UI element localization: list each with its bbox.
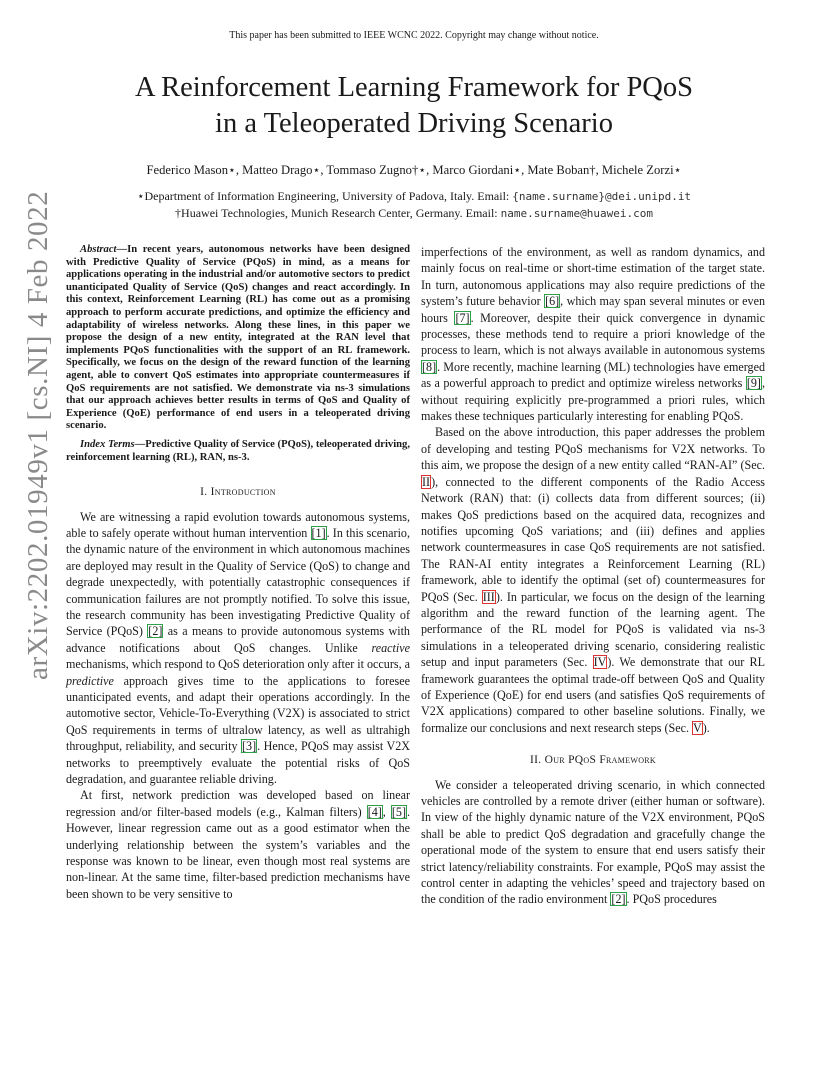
section-heading-framework: II. Our PQoS Framework	[529, 754, 656, 767]
text-run: imperfections of the environment, as well as random dynamics, and mainly focus on real-time or short-time estimation of the target state. In turn, autonomous applications may also require predictions of the system’s future behavior	[421, 245, 765, 309]
section-ref-link[interactable]: II	[422, 474, 431, 489]
text-run: Based on the above introduction, this paper addresses the problem of developing and testing PQoS mechanisms for V2X networks. To this aim, we propose the design of a new entity called “RAN-AI” (Sec.	[421, 425, 765, 473]
left-column	[66, 244, 410, 902]
framework-paragraph-1	[421, 777, 765, 908]
intro-paragraph-3	[421, 424, 765, 736]
text-run: . However, linear regression came out as a good estimator when the underlying relationship between the system’s variables and the response was known to be linear, even though most real systems are non-linear. At the same time, filter-based prediction mechanisms have been shown to be very sensitive to	[66, 804, 411, 901]
text-run: We consider a teleoperated driving scenario, in which connected vehicles are controlled by a remote driver (either human or software). In view of the highly dynamic nature of the V2X environment, PQoS shall be able to predict QoS degradation and gracefully change the operational mode of the system to ensure that end users satisfy their strict latency/reliability constraints. For example, PQoS may assist the control center in adapting the vehicles’ speed and trajectory based on the condition of the radio environment	[421, 777, 765, 907]
citation-link[interactable]: [8]	[422, 359, 437, 374]
abstract-text: —In recent years, autonomous networks have been designed with Predictive Quality of Service (PQoS) in mind, as a means for applications operating in the industrial and/or automotive sectors to predict unanticipated Quality of Service (QoS) changes and react accordingly. In this context, Reinforcement Learning (RL) has come out as a promising approach to perform accurate predictions, and optimize the efficiency and adaptability of wireless networks. Along these lines, in this paper we propose the design of a new entity, integrated at the RAN level that implements PQoS functionalities with the support of an RL framework. Specifically, we focus on the design of the reward function of the learning agent, able to convert QoS estimates into appropriate countermeasures if QoS requirements are not satisfied. We demonstrate via ns-3 simulations that our approach achieves better results in terms of QoS and Quality of Experience (QoE) performance of end users in a teleoperated driving scenario.	[66, 244, 410, 432]
arxiv-identifier-stamp: arXiv:2202.01949v1 [cs.NI] 4 Feb 2022	[22, 190, 54, 680]
citation-link[interactable]: [5]	[391, 804, 406, 819]
index-terms-label: Index Terms	[80, 438, 135, 450]
right-column	[421, 244, 765, 908]
text-run: ), connected to the different components of the Radio Access Network (RAN) that: (i) collects data from different sources; (ii) makes QoS predictions based on the acquired data, recognizes and notifies upcoming QoS variations; and (iii) defines and applies network countermeasures in case QoS requirements are not satisfied. The RAN-AI entity integrates a Reinforcement Learning (RL) framework, able to identify the optimal (set of) countermeasures for PQoS (Sec.	[421, 474, 765, 604]
text-run: approach gives time to the applications to foresee unanticipated events, and adapt their operations accordingly. In the automotive sector, Vehicle-To-Everything (V2X) is associated to strict QoS requirements in terms of ultralow latency, as well as ultrahigh throughput, reliability, and security	[66, 673, 410, 754]
text-run: . Moreover, despite their quick convergence in dynamic processes, these methods tend to require a priori knowledge of the process to learn, which is not always available in autonomous systems	[421, 310, 765, 358]
abstract	[66, 244, 410, 433]
emphasis: reactive	[371, 640, 410, 655]
affiliation-padova	[40, 189, 788, 204]
index-terms	[66, 439, 410, 464]
paper-title	[40, 70, 788, 142]
section-heading-introduction: I. Introduction	[200, 486, 276, 499]
affiliation-huawei	[40, 206, 788, 221]
author-list: Federico Mason⋆, Matteo Drago⋆, Tommaso Zugno†⋆, Marco Giordani⋆, Mate Boban†, Michele Zorzi⋆	[146, 163, 682, 177]
text-run: . In this scenario, the dynamic nature of the environment in which autonomous machines are deployed may result in the Quality of Service (QoS) to change and degrade unexpectedly, with potentially catastrophic consequences if communication failures are not promptly notified. To solve this issue, the research community has been investigating Predictive Quality of Service (PQoS)	[66, 525, 410, 639]
text-run: as a means to provide autonomous systems with advance notifications about QoS changes. Unlike	[66, 624, 410, 655]
index-terms-text: —Predictive Quality of Service (PQoS), teleoperated driving, reinforcement learning (RL), RAN, ns-3.	[66, 438, 410, 463]
affiliation-huawei-text: †Huawei Technologies, Munich Research Center, Germany. Email:	[175, 206, 501, 220]
text-run: ,	[382, 804, 391, 819]
submission-notice: This paper has been submitted to IEEE WCNC 2022. Copyright may change without notice.	[229, 30, 599, 41]
section-ref-link[interactable]: IV	[593, 655, 607, 670]
affiliation-padova-text: ⋆Department of Information Engineering, University of Padova, Italy. Email:	[136, 189, 513, 203]
citation-link[interactable]: [1]	[311, 525, 326, 540]
text-run: . More recently, machine learning (ML) technologies have emerged as a powerful approach to predict and optimize wireless networks	[421, 359, 765, 391]
affiliation-padova-email[interactable]: {name.surname}@dei.unipd.it	[512, 190, 692, 203]
text-run: , which may span several minutes or even hours	[421, 294, 765, 325]
citation-link[interactable]: [4]	[367, 804, 382, 819]
text-run: ). In particular, we focus on the design of the learning algorithm and the reward function of the learning agent. The performance of the RL model for PQoS is validated via ns-3 simulations in a teleoperated driving scenario, considering realistic setup and input parameters (Sec.	[421, 589, 765, 670]
text-run: mechanisms, which respond to QoS deterioration only after it occurs, a	[66, 657, 410, 672]
text-run: We are witnessing a rapid evolution towards autonomous systems, able to safely operate without human intervention	[66, 509, 410, 540]
intro-paragraph-2	[66, 787, 410, 902]
text-run: . Hence, PQoS may assist V2X networks to preemptively evaluate the potential risks of QoS degradation, and guarantee reliable driving.	[66, 739, 410, 786]
section-ref-link[interactable]: III	[482, 589, 495, 604]
text-run: ). We demonstrate that our RL framework guarantees the optimal trade-off between QoS and Quality of Experience (QoE) for end users (and satisfies QoS requirements of V2X applications) compared to other baseline solutions. Finally, we formalize our conclusions and next research steps (Sec.	[421, 655, 765, 735]
citation-link[interactable]: [2]	[611, 892, 626, 907]
citation-link[interactable]: [6]	[545, 294, 560, 309]
text-run: , without requiring explicitly pre-programmed a priori rules, which makes these techniques particularly interesting for enabling PQoS.	[421, 376, 765, 424]
section-ref-link[interactable]: V	[693, 720, 702, 735]
emphasis: predictive	[66, 673, 114, 688]
citation-link[interactable]: [9]	[746, 376, 761, 391]
citation-link[interactable]: [3]	[242, 739, 257, 754]
intro-paragraph-2-continued	[421, 244, 765, 424]
citation-link[interactable]: [7]	[455, 310, 470, 325]
citation-link[interactable]: [2]	[148, 624, 163, 639]
intro-paragraph-1	[66, 509, 410, 788]
abstract-label: Abstract	[80, 244, 117, 255]
title-line-1: A Reinforcement Learning Framework for PQoS	[135, 72, 693, 103]
text-run: ).	[702, 720, 710, 735]
text-run: At first, network prediction was developed based on linear regression and/or filter-based models (e.g., Kalman filters)	[66, 788, 410, 819]
affiliation-huawei-email[interactable]: name.surname@huawei.com	[500, 207, 653, 220]
text-run: . PQoS procedures	[626, 892, 717, 907]
title-line-2: in a Teleoperated Driving Scenario	[215, 108, 613, 139]
